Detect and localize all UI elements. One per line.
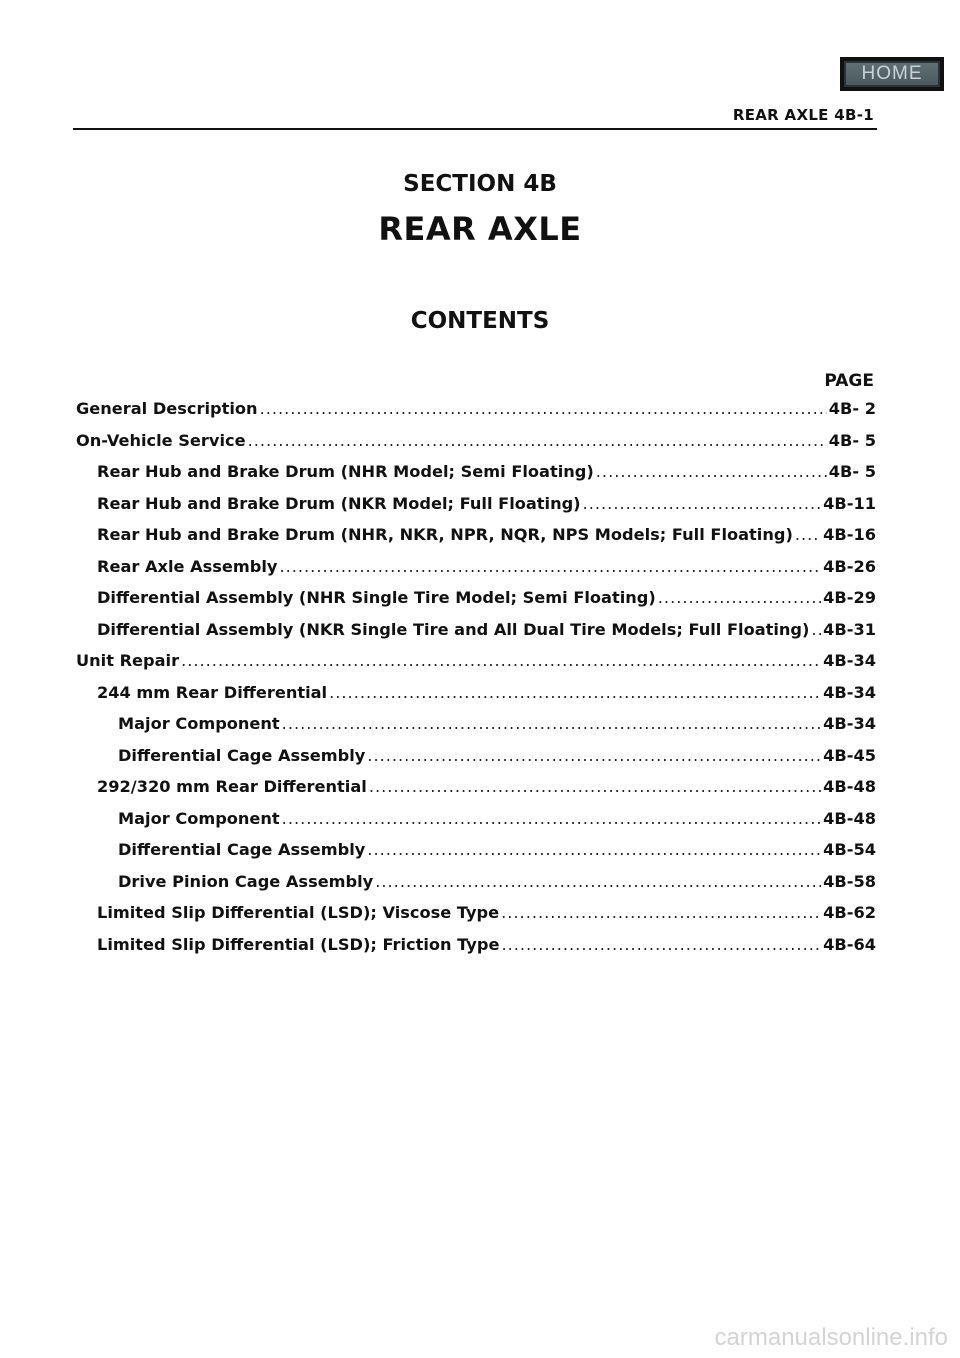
toc-entry-title: Differential Cage Assembly <box>118 840 366 859</box>
toc-entry-page: 4B-62 <box>823 903 876 922</box>
dot-leader <box>367 840 821 859</box>
toc-entry[interactable] <box>76 557 876 589</box>
dot-leader <box>811 620 821 639</box>
dot-leader <box>181 651 821 670</box>
toc-entry[interactable] <box>76 872 876 904</box>
toc-entry[interactable] <box>76 588 876 620</box>
toc-entry[interactable] <box>76 494 876 526</box>
contents-heading: CONTENTS <box>410 308 550 334</box>
dot-leader <box>329 683 821 702</box>
toc-entry-page: 4B-48 <box>823 808 876 828</box>
dot-leader <box>367 746 821 765</box>
toc-entry[interactable] <box>76 903 876 935</box>
dot-leader <box>795 525 821 544</box>
toc-entry-page: 4B-29 <box>823 588 876 607</box>
toc-entry-title: Differential Assembly (NKR Single Tire and All Dual Tire Models; Full Floating) <box>97 619 810 639</box>
toc-entry-page: 4B-16 <box>823 525 876 544</box>
toc-entry-title: Differential Cage Assembly <box>118 745 366 765</box>
toc-entry-title: Major Component <box>118 714 280 733</box>
toc-entry-title: Rear Hub and Brake Drum (NHR, NKR, NPR, NQR, NPS Models; Full Floating) <box>97 525 793 544</box>
toc-entry-title: Rear Hub and Brake Drum (NHR Model; Semi Floating) <box>97 462 594 481</box>
toc-entry-page: 4B-54 <box>823 840 876 859</box>
toc-entry-page: 4B- 2 <box>828 399 876 418</box>
toc-entry-title: General Description <box>76 399 258 418</box>
toc-entry-page: 4B-26 <box>823 556 876 576</box>
page-column-header: PAGE <box>824 371 874 391</box>
section-label: SECTION 4B <box>403 171 557 197</box>
header-rule <box>73 128 877 130</box>
toc-entry-page: 4B-58 <box>823 871 876 891</box>
toc-entry[interactable] <box>76 462 876 494</box>
toc-entry-page: 4B- 5 <box>828 462 876 481</box>
toc-entry[interactable] <box>76 683 876 715</box>
table-of-contents <box>76 399 876 966</box>
toc-entry[interactable] <box>76 620 876 652</box>
dot-leader <box>501 935 821 954</box>
toc-entry[interactable] <box>76 777 876 809</box>
toc-entry-page: 4B-31 <box>823 619 876 639</box>
chapter-title: REAR AXLE <box>378 210 582 248</box>
toc-entry-page: 4B-11 <box>823 493 876 513</box>
dot-leader <box>260 399 827 418</box>
toc-entry-page: 4B-64 <box>823 934 876 954</box>
toc-entry-title: Limited Slip Differential (LSD); Viscose Type <box>97 903 500 922</box>
toc-entry[interactable] <box>76 399 876 431</box>
toc-entry-title: Limited Slip Differential (LSD); Friction Type <box>97 934 500 954</box>
toc-entry[interactable] <box>76 935 876 967</box>
toc-entry-page: 4B-34 <box>823 651 876 670</box>
toc-entry[interactable] <box>76 431 876 463</box>
watermark: carmanualsonline.info <box>714 1324 948 1351</box>
toc-entry-page: 4B- 5 <box>828 430 876 450</box>
toc-entry[interactable] <box>76 525 876 557</box>
toc-entry-title: Unit Repair <box>76 651 180 670</box>
toc-entry-title: Rear Hub and Brake Drum (NKR Model; Full Floating) <box>97 493 581 513</box>
running-head: REAR AXLE 4B-1 <box>732 106 874 124</box>
toc-entry-title: 244 mm Rear Differential <box>97 682 328 702</box>
dot-leader <box>369 777 821 796</box>
home-button[interactable] <box>840 57 944 91</box>
home-button-label: HOME <box>844 61 940 87</box>
toc-entry[interactable] <box>76 840 876 872</box>
toc-entry-title: Drive Pinion Cage Assembly <box>118 871 374 891</box>
dot-leader <box>583 494 822 513</box>
dot-leader <box>282 809 821 828</box>
toc-entry-title: On-Vehicle Service <box>76 430 246 450</box>
dot-leader <box>501 903 821 922</box>
dot-leader <box>375 872 821 891</box>
toc-entry-title: Major Component <box>118 808 280 828</box>
toc-entry[interactable] <box>76 746 876 778</box>
toc-entry[interactable] <box>76 809 876 841</box>
toc-entry-page: 4B-48 <box>823 777 876 796</box>
dot-leader <box>248 431 827 450</box>
toc-entry-title: Rear Axle Assembly <box>97 556 278 576</box>
toc-entry[interactable] <box>76 714 876 746</box>
toc-entry[interactable] <box>76 651 876 683</box>
toc-entry-title: Differential Assembly (NHR Single Tire Model; Semi Floating) <box>97 588 656 607</box>
toc-entry-page: 4B-34 <box>823 682 876 702</box>
toc-entry-title: 292/320 mm Rear Differential <box>97 777 367 796</box>
dot-leader <box>658 588 821 607</box>
toc-entry-page: 4B-45 <box>823 745 876 765</box>
dot-leader <box>279 557 821 576</box>
dot-leader <box>596 462 827 481</box>
toc-entry-page: 4B-34 <box>823 714 876 733</box>
dot-leader <box>282 714 821 733</box>
